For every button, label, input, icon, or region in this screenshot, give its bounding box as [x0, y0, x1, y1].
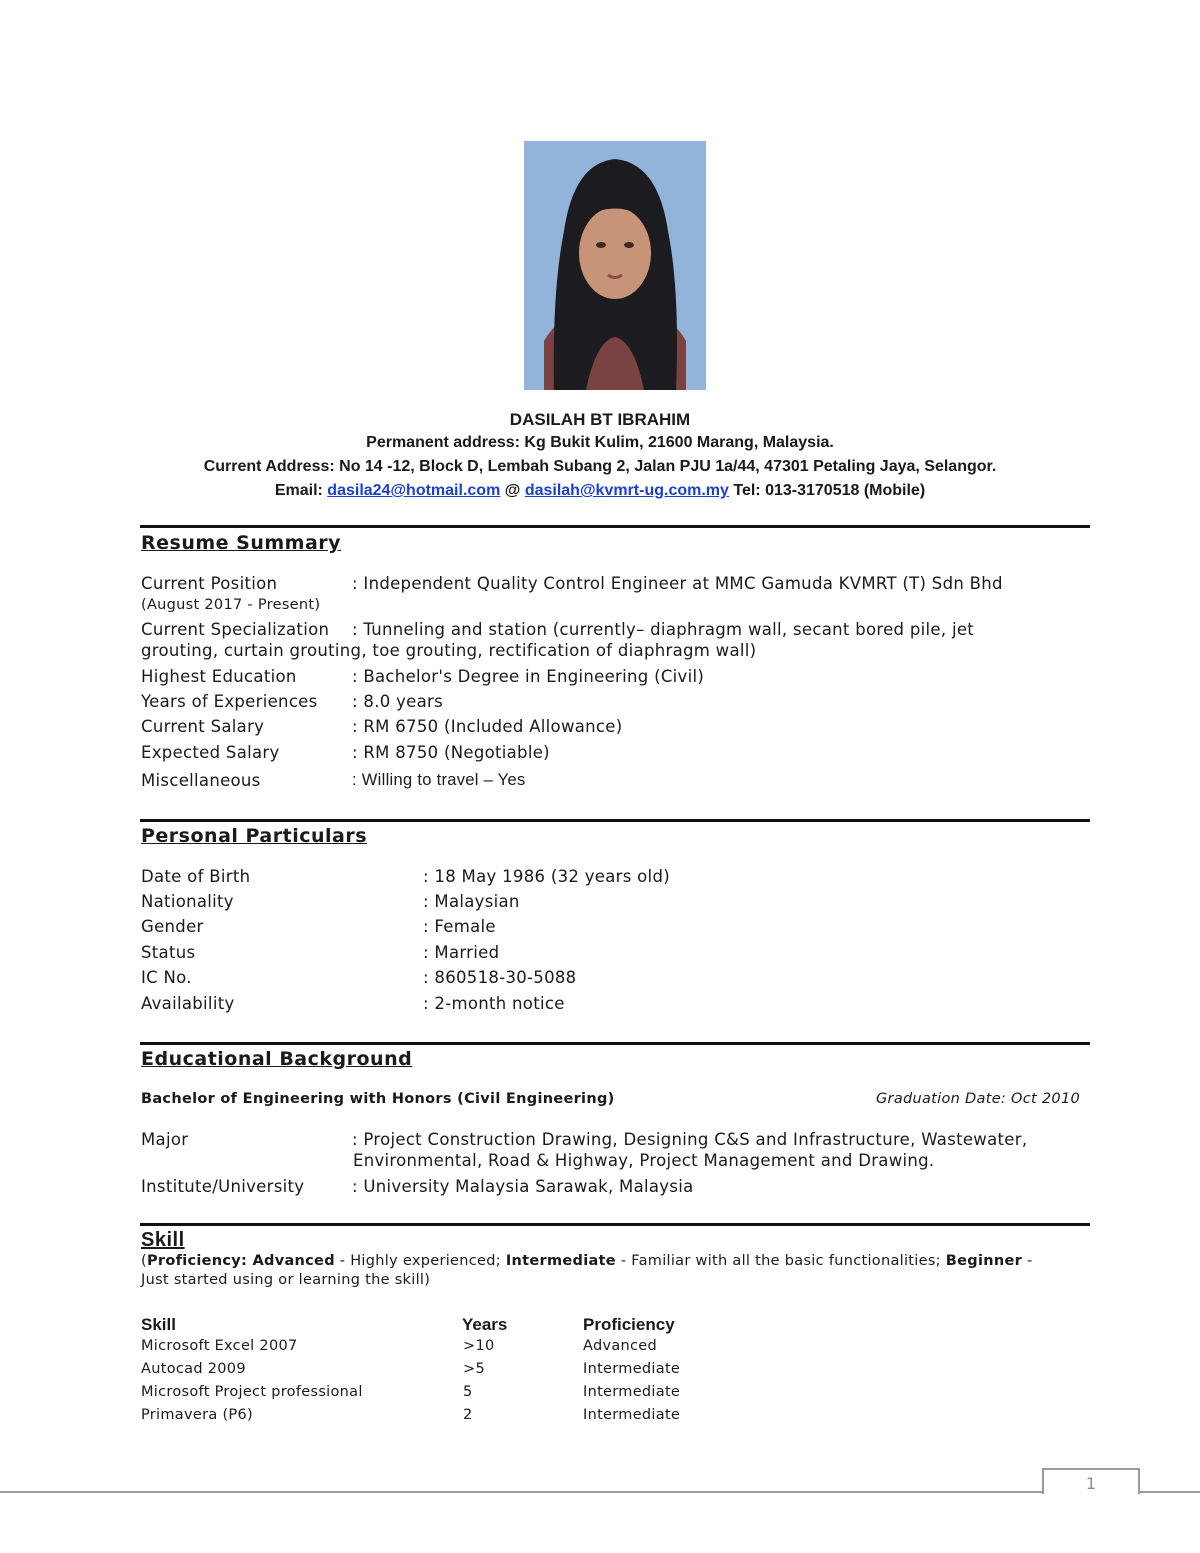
email-link-hotmail[interactable]: dasila24@hotmail.com — [327, 482, 501, 499]
proficiency-legend — [141, 1253, 1033, 1269]
legend-advanced: Proficiency: Advanced — [146, 1253, 335, 1269]
label-ic-no: IC No. — [141, 968, 192, 987]
skill-years: >5 — [463, 1361, 485, 1377]
skill-years: >10 — [463, 1338, 495, 1354]
legend-intermediate-desc: - Familiar with all the basic functionalities; — [615, 1253, 946, 1269]
contact-line — [0, 482, 1200, 500]
label-institute: Institute/University — [141, 1177, 305, 1196]
section-divider — [140, 1042, 1090, 1045]
proficiency-column-header: Proficiency — [583, 1315, 675, 1334]
page-number: 1 — [1085, 1474, 1097, 1493]
label-miscellaneous: Miscellaneous — [141, 771, 261, 790]
permanent-address: Permanent address: Kg Bukit Kulim, 21600 Marang, Malaysia. — [366, 434, 834, 451]
footer-line — [0, 1491, 1200, 1493]
section-divider — [140, 819, 1090, 822]
position-period: (August 2017 - Present) — [141, 597, 321, 613]
value-date-of-birth: : 18 May 1986 (32 years old) — [423, 867, 670, 886]
label-status: Status — [141, 943, 196, 962]
portrait-image — [524, 141, 706, 390]
section-divider — [140, 1223, 1090, 1226]
value-current-salary: : RM 6750 (Included Allowance) — [352, 717, 623, 736]
value-status: : Married — [423, 943, 500, 962]
label-current-specialization: Current Specialization — [141, 620, 330, 639]
skill-name: Microsoft Project professional — [141, 1384, 363, 1400]
skill-proficiency: Intermediate — [583, 1361, 681, 1377]
applicant-name: DASILAH BT IBRAHIM — [509, 410, 691, 429]
legend-advanced-desc: - Highly experienced; — [334, 1253, 506, 1269]
value-major: : Project Construction Drawing, Designing C&S and Infrastructure, Wastewater, — [352, 1130, 1028, 1149]
legend-beginner: Beginner — [945, 1253, 1023, 1269]
skill-name: Microsoft Excel 2007 — [141, 1338, 298, 1354]
skill-name: Autocad 2009 — [141, 1361, 246, 1377]
label-major: Major — [141, 1130, 189, 1149]
label-availability: Availability — [141, 994, 235, 1013]
value-specialization-continued: grouting, curtain grouting, toe grouting, rectification of diaphragm wall) — [141, 641, 757, 660]
section-title-personal-particulars: Personal Particulars — [141, 825, 368, 847]
email-separator: @ — [504, 482, 521, 499]
value-institute: : University Malaysia Sarawak, Malaysia — [352, 1177, 694, 1196]
legend-beginner-dash: - — [1022, 1253, 1033, 1269]
skill-years: 2 — [463, 1407, 473, 1423]
degree-title: Bachelor of Engineering with Honors (Civil Engineering) — [141, 1091, 615, 1107]
skill-proficiency: Advanced — [583, 1338, 658, 1354]
label-nationality: Nationality — [141, 892, 234, 911]
value-current-position: : Independent Quality Control Engineer at MMC Gamuda KVMRT (T) Sdn Bhd — [352, 574, 1003, 593]
email-label: Email: — [274, 482, 323, 499]
value-miscellaneous: : Willing to travel – Yes — [352, 771, 526, 789]
value-major-continued: Environmental, Road & Highway, Project Management and Drawing. — [353, 1151, 935, 1170]
skill-name: Primavera (P6) — [141, 1407, 253, 1423]
graduation-date: Graduation Date: Oct 2010 — [876, 1091, 1080, 1107]
label-gender: Gender — [141, 917, 204, 936]
telephone: Tel: 013-3170518 (Mobile) — [733, 482, 926, 499]
value-current-specialization: : Tunneling and station (currently– diaphragm wall, secant bored pile, jet — [352, 620, 975, 639]
skill-years: 5 — [463, 1384, 473, 1400]
skill-proficiency: Intermediate — [583, 1384, 681, 1400]
section-title-educational-background: Educational Background — [141, 1048, 413, 1070]
legend-open: ( — [141, 1253, 147, 1269]
value-ic-no: : 860518-30-5088 — [423, 968, 577, 987]
value-nationality: : Malaysian — [423, 892, 520, 911]
value-availability: : 2-month notice — [423, 994, 565, 1013]
label-expected-salary: Expected Salary — [141, 743, 280, 762]
legend-intermediate: Intermediate — [505, 1253, 616, 1269]
skill-proficiency: Intermediate — [583, 1407, 681, 1423]
section-title-resume-summary: Resume Summary — [141, 532, 342, 554]
label-current-salary: Current Salary — [141, 717, 265, 736]
label-years-experience: Years of Experiences — [141, 692, 318, 711]
value-years-experience: : 8.0 years — [352, 692, 443, 711]
current-address: Current Address: No 14 -12, Block D, Lembah Subang 2, Jalan PJU 1a/44, 47301 Petaling Jaya, Selangor. — [203, 458, 997, 475]
skill-column-header: Skill — [141, 1315, 176, 1334]
years-column-header: Years — [462, 1315, 508, 1334]
label-date-of-birth: Date of Birth — [141, 867, 251, 886]
profile-photo — [524, 141, 706, 390]
email-link-work[interactable]: dasilah@kvmrt-ug.com.my — [524, 482, 729, 499]
proficiency-legend-continued: Just started using or learning the skill) — [141, 1272, 431, 1288]
value-gender: : Female — [423, 917, 496, 936]
label-current-position: Current Position — [141, 574, 278, 593]
section-divider — [140, 525, 1090, 528]
value-expected-salary: : RM 8750 (Negotiable) — [352, 743, 550, 762]
label-highest-education: Highest Education — [141, 667, 297, 686]
value-highest-education: : Bachelor's Degree in Engineering (Civil) — [352, 667, 705, 686]
section-title-skill: Skill — [141, 1229, 185, 1251]
